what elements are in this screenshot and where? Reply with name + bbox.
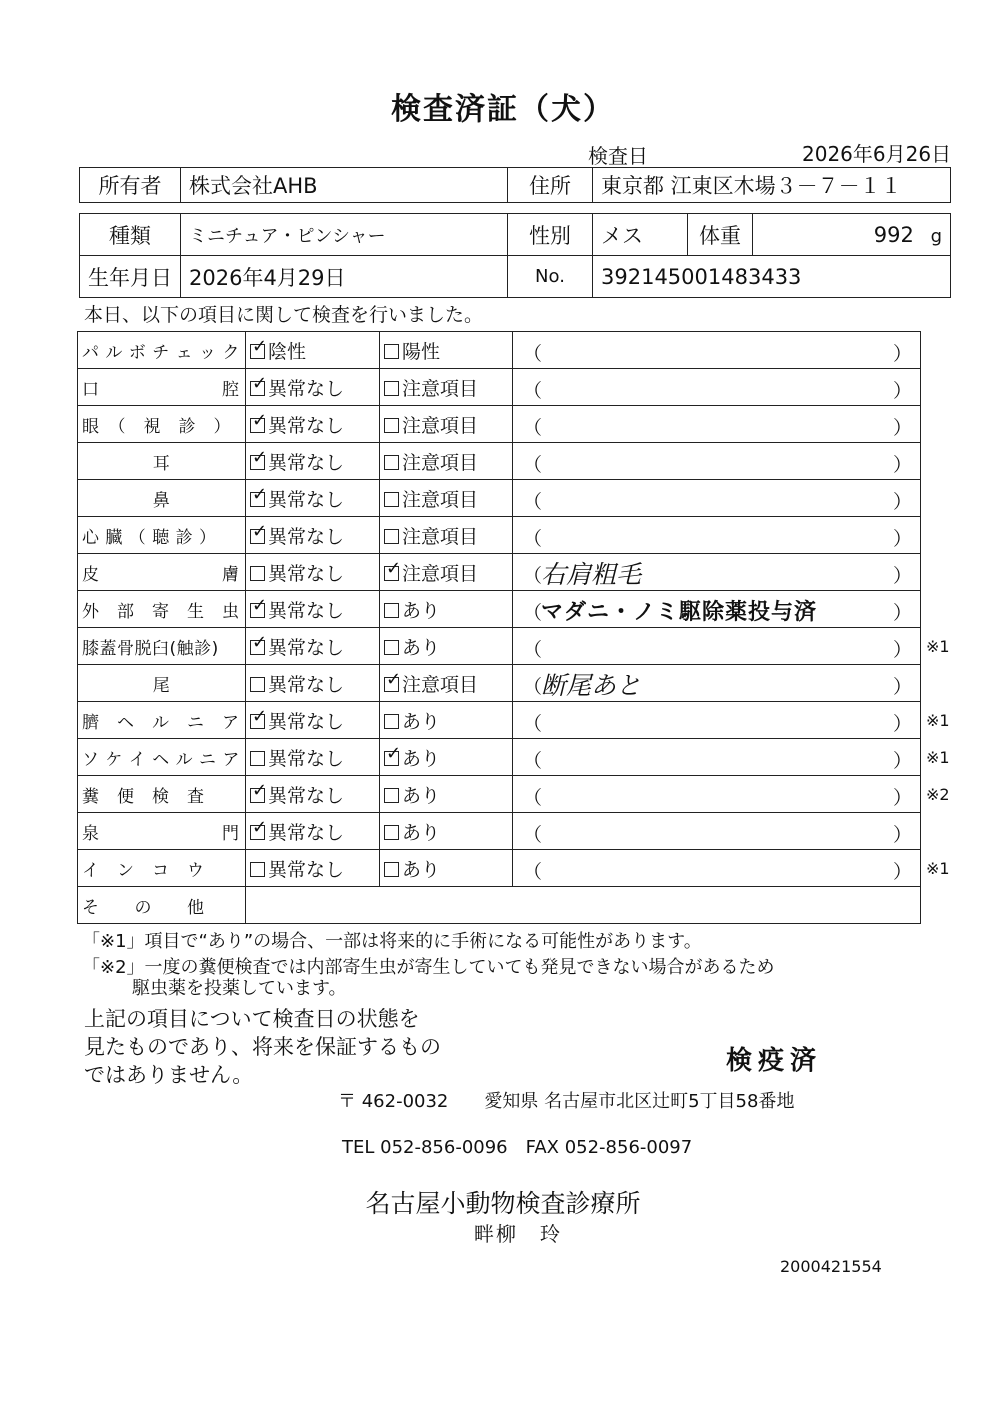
paren-open: （ (523, 602, 543, 624)
checklist-opt2-label: 注意項目 (402, 451, 479, 474)
checklist-opt1-cell (246, 776, 380, 813)
checkbox-icon[interactable] (384, 640, 399, 655)
paren-close: ） (892, 491, 912, 513)
weight-cell (753, 214, 951, 256)
checklist-opt1-label: 異常なし (268, 858, 345, 881)
checklist-note-cell (513, 739, 921, 776)
footnote-mark: ※1 (926, 637, 950, 656)
paren-open: （ (523, 343, 543, 365)
birth-label: 生年月日 (80, 256, 181, 298)
checklist-note-cell (513, 702, 921, 739)
paren-open: （ (523, 528, 543, 550)
checkbox-icon[interactable] (250, 566, 265, 581)
owner-table (79, 167, 951, 203)
checklist-row (78, 665, 921, 702)
checklist-note-cell (513, 480, 921, 517)
clinic-person: 畔柳 玲 (474, 1222, 562, 1246)
checklist-opt2-label: あり (402, 747, 441, 770)
checklist-item-label: 口 腔 (78, 369, 246, 406)
checklist-opt1-label: 異常なし (268, 673, 345, 696)
checklist-opt2-label: あり (402, 636, 441, 659)
checklist-note-cell (513, 850, 921, 887)
checklist-item-label: 泉 門 (78, 813, 246, 850)
checklist-opt2-cell (380, 443, 513, 480)
paren-close: ） (892, 676, 912, 698)
paren-close: ） (892, 639, 912, 661)
checklist-opt1-cell (246, 628, 380, 665)
checklist-item-label: 眼 （ 視 診 ） (78, 406, 246, 443)
checklist-row (78, 739, 921, 776)
checkbox-icon[interactable] (384, 381, 399, 396)
checklist-note-cell (513, 554, 921, 591)
checklist-item-label: 外 部 寄 生 虫 (78, 591, 246, 628)
checklist-item-label: 臍 ヘ ル ニ ア (78, 702, 246, 739)
checkbox-icon[interactable] (384, 566, 399, 581)
checklist-item-label: 鼻 (78, 480, 246, 517)
checklist-opt1-label: 異常なし (268, 488, 345, 511)
other-label: そ の 他 (78, 887, 246, 924)
checklist-opt2-label: あり (402, 710, 441, 733)
checklist-row (78, 480, 921, 517)
checkbox-icon[interactable] (384, 492, 399, 507)
checklist-row (78, 369, 921, 406)
disclaimer-line2: 見たものであり、将来を保証するもの (84, 1035, 441, 1059)
birth-value: 2026年4月29日 (181, 256, 508, 298)
checklist-note-cell (513, 369, 921, 406)
paren-close: ） (892, 565, 912, 587)
footnote-mark: ※1 (926, 711, 950, 730)
quarantine-stamp: 検疫済 (726, 1046, 823, 1076)
checklist-opt1-cell (246, 554, 380, 591)
document-title: 検査済証（犬） (391, 92, 615, 127)
checklist-note: 右肩粗毛 (541, 560, 642, 589)
checklist-item-label: ソ ケ イ ヘ ル ニ ア (78, 739, 246, 776)
disclaimer-line3: ではありません。 (84, 1063, 254, 1087)
serial-number: 2000421554 (780, 1257, 882, 1276)
paren-close: ） (892, 750, 912, 772)
checklist-row (78, 702, 921, 739)
checklist-item-label: 心 臓 （ 聴 診 ） (78, 517, 246, 554)
checkbox-icon[interactable] (250, 418, 265, 433)
checklist-opt2-label: 注意項目 (402, 525, 479, 548)
no-label: No. (508, 256, 593, 298)
checkbox-icon[interactable] (384, 751, 399, 766)
checklist-note-cell (513, 517, 921, 554)
checklist-note: 断尾あと (541, 671, 642, 700)
checklist-opt1-cell (246, 702, 380, 739)
checklist-opt1-label: 陰性 (268, 340, 307, 363)
footnote-1: 「※1」項目で“あり”の場合、一部は将来的に手術になる可能性があります。 (82, 931, 702, 952)
checklist-note-cell (513, 443, 921, 480)
paren-close: ） (892, 713, 912, 735)
checklist-row (78, 813, 921, 850)
checklist-row (78, 406, 921, 443)
disclaimer-line1: 上記の項目について検査日の状態を (84, 1007, 420, 1031)
footnote-mark: ※1 (926, 748, 950, 767)
checklist-row (78, 443, 921, 480)
exam-date-value: 2026年6月26日 (802, 142, 952, 166)
footnote-2-line2: 駆虫薬を投薬しています。 (132, 978, 347, 999)
checklist-opt2-label: 注意項目 (402, 377, 479, 400)
address-label: 住所 (508, 168, 593, 203)
checklist-item-label: パ ル ボ チ ェ ッ ク (78, 332, 246, 369)
sex-label: 性別 (508, 214, 593, 256)
checklist-opt1-label: 異常なし (268, 710, 345, 733)
checklist-opt2-cell (380, 591, 513, 628)
owner-label: 所有者 (80, 168, 181, 203)
checklist-opt1-cell (246, 332, 380, 369)
checklist-opt2-cell (380, 813, 513, 850)
checkbox-icon[interactable] (250, 492, 265, 507)
paren-open: （ (523, 750, 543, 772)
checkbox-icon[interactable] (384, 677, 399, 692)
paren-close: ） (892, 380, 912, 402)
checklist-opt1-cell (246, 665, 380, 702)
checklist-opt2-cell (380, 776, 513, 813)
checklist-opt1-cell (246, 443, 380, 480)
checklist-opt2-label: あり (402, 599, 441, 622)
intro-text: 本日、以下の項目に関して検査を行いました。 (84, 304, 484, 326)
paren-close: ） (892, 861, 912, 883)
checkbox-icon[interactable] (250, 455, 265, 470)
checklist-opt1-label: 異常なし (268, 636, 345, 659)
paren-close: ） (892, 454, 912, 476)
paren-close: ） (892, 343, 912, 365)
checklist-opt2-cell (380, 554, 513, 591)
weight-unit: g (930, 225, 942, 247)
checklist-item-label: 尾 (78, 665, 246, 702)
checklist-opt2-cell (380, 332, 513, 369)
footnote-mark: ※1 (926, 859, 950, 878)
checklist-opt1-label: 異常なし (268, 525, 345, 548)
checkbox-icon[interactable] (250, 677, 265, 692)
checkbox-icon[interactable] (384, 603, 399, 618)
checklist-note-cell (513, 406, 921, 443)
checkbox-icon[interactable] (250, 862, 265, 877)
checklist-opt2-label: 注意項目 (402, 673, 479, 696)
address-value: 東京都 江東区木場３－７－１１ (593, 168, 951, 203)
sex-value: メス (593, 214, 688, 256)
checklist-row (78, 628, 921, 665)
clinic-name: 名古屋小動物検査診療所 (365, 1189, 641, 1218)
paren-open: （ (523, 639, 543, 661)
checklist-opt1-label: 異常なし (268, 414, 345, 437)
paren-open: （ (523, 380, 543, 402)
checkbox-icon[interactable] (250, 788, 265, 803)
checklist-item-label: 耳 (78, 443, 246, 480)
other-value (246, 887, 921, 924)
checklist-row (78, 776, 921, 813)
clinic-tel-fax: TEL 052-856-0096 FAX 052-856-0097 (342, 1137, 693, 1158)
checklist-item-label: 膝蓋骨脱臼(触診) (78, 628, 246, 665)
checklist-opt1-cell (246, 850, 380, 887)
checklist-opt1-cell (246, 517, 380, 554)
paren-close: ） (892, 528, 912, 550)
checklist-opt2-cell (380, 517, 513, 554)
checklist-opt2-label: 注意項目 (402, 414, 479, 437)
checklist-opt1-cell (246, 480, 380, 517)
checklist-table (77, 331, 921, 924)
checklist-item-label: 糞 便 検 査 (78, 776, 246, 813)
checklist-opt2-label: あり (402, 858, 441, 881)
checklist-opt2-cell (380, 480, 513, 517)
checklist-row-other (78, 887, 921, 924)
checkbox-icon[interactable] (384, 455, 399, 470)
checkbox-icon[interactable] (250, 714, 265, 729)
checklist-note-cell (513, 776, 921, 813)
paren-close: ） (892, 417, 912, 439)
paren-open: （ (523, 824, 543, 846)
paren-open: （ (523, 417, 543, 439)
checklist-opt2-label: 注意項目 (402, 562, 479, 585)
checklist-opt1-label: 異常なし (268, 784, 345, 807)
checklist-opt2-label: あり (402, 821, 441, 844)
checklist-opt1-cell (246, 591, 380, 628)
checklist-row (78, 332, 921, 369)
disclaimer (84, 1005, 441, 1089)
checkbox-icon[interactable] (250, 603, 265, 618)
checkbox-icon[interactable] (384, 788, 399, 803)
checklist-opt2-cell (380, 850, 513, 887)
checkbox-icon[interactable] (250, 344, 265, 359)
checklist-opt1-cell (246, 813, 380, 850)
checklist-opt1-cell (246, 369, 380, 406)
checklist-opt2-cell (380, 739, 513, 776)
paren-open: （ (523, 787, 543, 809)
checkbox-icon[interactable] (250, 640, 265, 655)
checklist-opt1-label: 異常なし (268, 747, 345, 770)
footnote-mark: ※2 (926, 785, 950, 804)
checklist-opt1-label: 異常なし (268, 377, 345, 400)
checklist-opt1-cell (246, 739, 380, 776)
paren-open: （ (523, 454, 543, 476)
checklist-note-cell (513, 813, 921, 850)
paren-open: （ (523, 491, 543, 513)
checklist-opt2-label: あり (402, 784, 441, 807)
checkbox-icon[interactable] (384, 344, 399, 359)
checklist-opt2-cell (380, 406, 513, 443)
weight-label: 体重 (688, 214, 753, 256)
checklist-opt2-label: 陽性 (402, 340, 441, 363)
checkbox-icon[interactable] (384, 714, 399, 729)
checkbox-icon[interactable] (250, 825, 265, 840)
checkbox-icon[interactable] (250, 529, 265, 544)
checklist-opt2-cell (380, 628, 513, 665)
checklist-row (78, 554, 921, 591)
paren-close: ） (892, 787, 912, 809)
checkbox-icon[interactable] (250, 381, 265, 396)
checkbox-icon[interactable] (384, 418, 399, 433)
no-value: 392145001483433 (593, 256, 951, 298)
checklist-row (78, 517, 921, 554)
checklist-note-cell (513, 665, 921, 702)
paren-open: （ (523, 565, 543, 587)
checklist-note-cell (513, 628, 921, 665)
dog-info-table (79, 213, 951, 298)
breed-label: 種類 (80, 214, 181, 256)
paren-close: ） (892, 824, 912, 846)
paren-close: ） (892, 602, 912, 624)
checkbox-icon[interactable] (384, 529, 399, 544)
checklist-opt1-label: 異常なし (268, 599, 345, 622)
checklist-opt2-cell (380, 665, 513, 702)
checkbox-icon[interactable] (384, 862, 399, 877)
checkbox-icon[interactable] (384, 825, 399, 840)
paren-open: （ (523, 713, 543, 735)
owner-value: 株式会社AHB (181, 168, 508, 203)
checkbox-icon[interactable] (250, 751, 265, 766)
checklist-opt1-label: 異常なし (268, 562, 345, 585)
checklist-opt2-label: 注意項目 (402, 488, 479, 511)
checklist-row (78, 850, 921, 887)
checklist-item-label: 皮 膚 (78, 554, 246, 591)
exam-date-label: 検査日 (588, 144, 648, 168)
checklist-note-cell (513, 591, 921, 628)
breed-value: ミニチュア・ピンシャー (181, 214, 508, 256)
checklist-opt1-label: 異常なし (268, 821, 345, 844)
paren-open: （ (523, 861, 543, 883)
checklist-opt1-cell (246, 406, 380, 443)
footnote-2-line1: 「※2」一度の糞便検査では内部寄生虫が寄生していても発見できない場合があるため (82, 957, 775, 978)
checklist-opt2-cell (380, 369, 513, 406)
checklist-item-label: イ ン コ ウ (78, 850, 246, 887)
clinic-address: 〒 462-0032 愛知県 名古屋市北区辻町5丁目58番地 (338, 1091, 795, 1112)
checklist-note-cell (513, 332, 921, 369)
weight-value: 992 (873, 222, 914, 247)
checklist-opt2-cell (380, 702, 513, 739)
checklist-row (78, 591, 921, 628)
paren-open: （ (523, 676, 543, 698)
checklist-opt1-label: 異常なし (268, 451, 345, 474)
checklist-note: マダニ・ノミ駆除薬投与済 (541, 600, 818, 625)
